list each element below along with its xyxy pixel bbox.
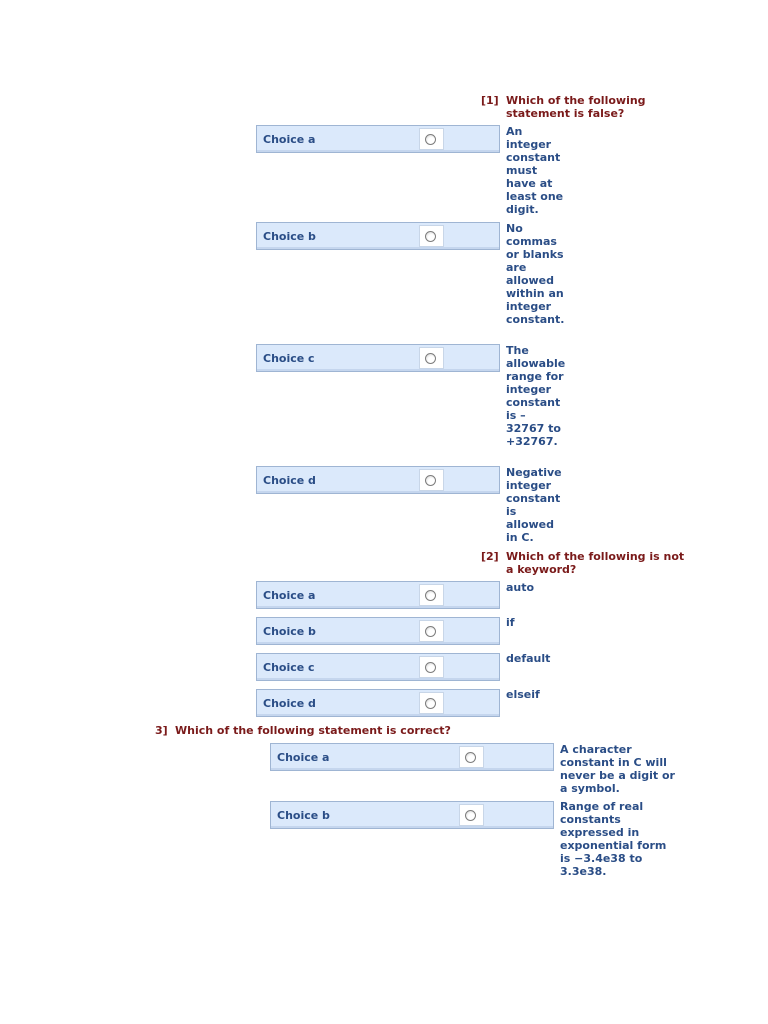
choice-label: Choice d: [263, 697, 316, 710]
radio-button[interactable]: [425, 475, 436, 486]
question-1-number: [1]: [481, 94, 499, 107]
q1-choice-c[interactable]: [256, 344, 500, 372]
radio-button[interactable]: [425, 698, 436, 709]
question-2-text: Which of the following is not a keyword?: [506, 550, 685, 576]
choice-label: Choice a: [277, 751, 330, 764]
q1-choice-d[interactable]: [256, 466, 500, 494]
question-3-number: 3]: [155, 724, 168, 737]
radio-button-container: [419, 225, 444, 247]
radio-button[interactable]: [465, 810, 476, 821]
radio-button-container: [459, 746, 484, 768]
q2-choice-a[interactable]: [256, 581, 500, 609]
radio-button[interactable]: [425, 231, 436, 242]
q3-answer-a: A character constant in C will never be a digit or a symbol.: [560, 743, 675, 795]
choice-label: Choice b: [277, 809, 330, 822]
choice-label: Choice a: [263, 589, 316, 602]
choice-label: Choice b: [263, 230, 316, 243]
choice-label: Choice d: [263, 474, 316, 487]
radio-button-container: [419, 620, 444, 642]
radio-button-container: [419, 128, 444, 150]
q2-answer-b: if: [506, 616, 515, 629]
radio-button-container: [419, 692, 444, 714]
choice-label: Choice a: [263, 133, 316, 146]
choice-label: Choice c: [263, 661, 315, 674]
q2-choice-c[interactable]: [256, 653, 500, 681]
radio-button[interactable]: [425, 626, 436, 637]
q1-choice-b[interactable]: [256, 222, 500, 250]
radio-button-container: [459, 804, 484, 826]
q1-answer-c: The allowable range for integer constant is – 32767 to +32767.: [506, 344, 566, 448]
radio-button-container: [419, 656, 444, 678]
q2-answer-c: default: [506, 652, 551, 665]
q2-choice-b[interactable]: [256, 617, 500, 645]
q1-choice-a[interactable]: [256, 125, 500, 153]
radio-button-container: [419, 469, 444, 491]
q3-choice-b[interactable]: [270, 801, 554, 829]
q2-answer-d: elseif: [506, 688, 540, 701]
radio-button[interactable]: [425, 590, 436, 601]
choice-label: Choice c: [263, 352, 315, 365]
q3-answer-b: Range of real constants expressed in exponential form is −3.4e38 to 3.3e38.: [560, 800, 667, 878]
radio-button-container: [419, 584, 444, 606]
q1-answer-d: Negative integer constant is allowed in C.: [506, 466, 562, 544]
radio-button[interactable]: [425, 662, 436, 673]
radio-button[interactable]: [465, 752, 476, 763]
question-3-text: Which of the following statement is correct?: [175, 724, 451, 737]
q2-answer-a: auto: [506, 581, 535, 594]
question-1-text: Which of the following statement is false?: [506, 94, 646, 120]
choice-label: Choice b: [263, 625, 316, 638]
q1-answer-b: No commas or blanks are allowed within an integer constant.: [506, 222, 565, 326]
radio-button-container: [419, 347, 444, 369]
q1-answer-a: An integer constant must have at least one digit.: [506, 125, 564, 216]
radio-button[interactable]: [425, 134, 436, 145]
q3-choice-a[interactable]: [270, 743, 554, 771]
radio-button[interactable]: [425, 353, 436, 364]
q2-choice-d[interactable]: [256, 689, 500, 717]
question-2-number: [2]: [481, 550, 499, 563]
